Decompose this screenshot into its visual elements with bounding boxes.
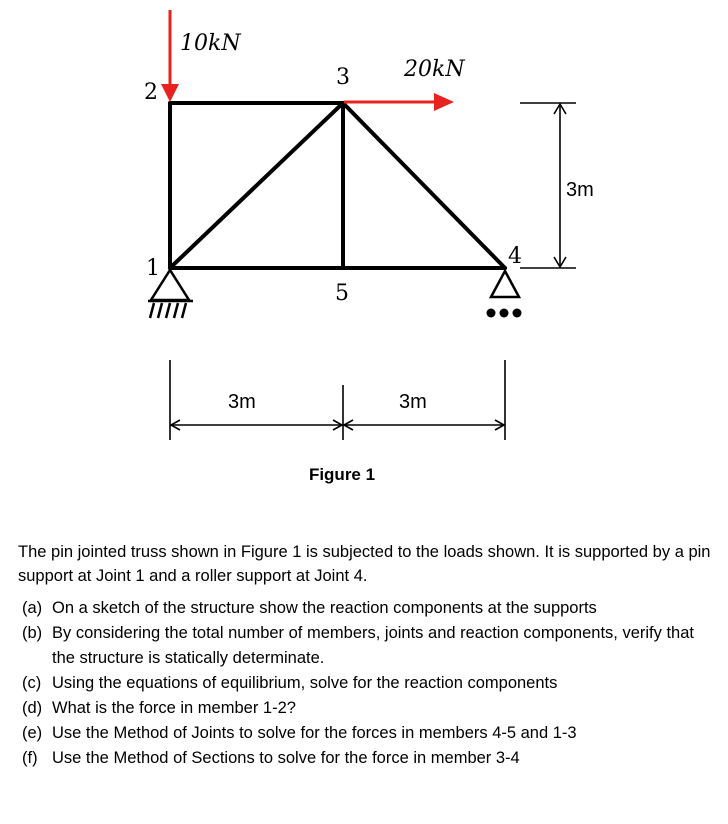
joint-label-2: 2 bbox=[144, 80, 158, 105]
roller-support bbox=[487, 271, 522, 318]
figure-caption: Figure 1 bbox=[308, 465, 376, 484]
question-text: Use the Method of Sections to solve for the force in member 3-4 bbox=[52, 749, 520, 767]
member-3-4 bbox=[343, 103, 505, 268]
question-b bbox=[22, 621, 720, 671]
member-1-3 bbox=[170, 103, 343, 268]
problem-text bbox=[18, 540, 720, 771]
question-text: Use the Method of Joints to solve for the forces in members 4-5 and 1-3 bbox=[52, 724, 577, 742]
question-e bbox=[22, 721, 720, 746]
joint-label-3: 3 bbox=[336, 65, 350, 90]
horizontal-load-arrow bbox=[344, 93, 454, 111]
question-list bbox=[18, 596, 720, 771]
question-label: (e) bbox=[22, 724, 43, 742]
horizontal-load-label: 20kN bbox=[404, 57, 465, 82]
span-left-label: 3m bbox=[228, 391, 256, 413]
question-label: (b) bbox=[22, 624, 43, 642]
question-label: (a) bbox=[22, 599, 43, 617]
truss-members bbox=[170, 103, 505, 268]
joint-label-4: 4 bbox=[508, 244, 522, 269]
question-text: Using the equations of equilibrium, solve for the reaction components bbox=[52, 674, 558, 692]
question-a bbox=[22, 596, 720, 621]
question-text: What is the force in member 1-2? bbox=[52, 699, 296, 717]
question-label: (c) bbox=[22, 674, 42, 692]
vertical-load-label: 10kN bbox=[180, 31, 241, 56]
span-right-label: 3m bbox=[399, 391, 427, 413]
question-text: By considering the total number of members, joints and reaction components, verify that the structure is statically determinate. bbox=[52, 624, 694, 667]
height-dimension-label: 3m bbox=[566, 179, 594, 201]
joint-label-1: 1 bbox=[146, 256, 160, 281]
intro-paragraph: The pin jointed truss shown in Figure 1 is subjected to the loads shown. It is supported by a pin support at Joint 1 and a roller support at Joint 4. bbox=[18, 543, 711, 585]
question-d bbox=[22, 696, 720, 721]
question-f bbox=[22, 746, 720, 771]
question-c bbox=[22, 671, 720, 696]
span-dimension bbox=[170, 360, 505, 440]
vertical-load-arrow bbox=[161, 10, 179, 102]
question-text: On a sketch of the structure show the reaction components at the supports bbox=[52, 599, 597, 617]
question-label: (d) bbox=[22, 699, 43, 717]
joint-label-5: 5 bbox=[335, 281, 349, 306]
question-label: (f) bbox=[22, 749, 38, 767]
